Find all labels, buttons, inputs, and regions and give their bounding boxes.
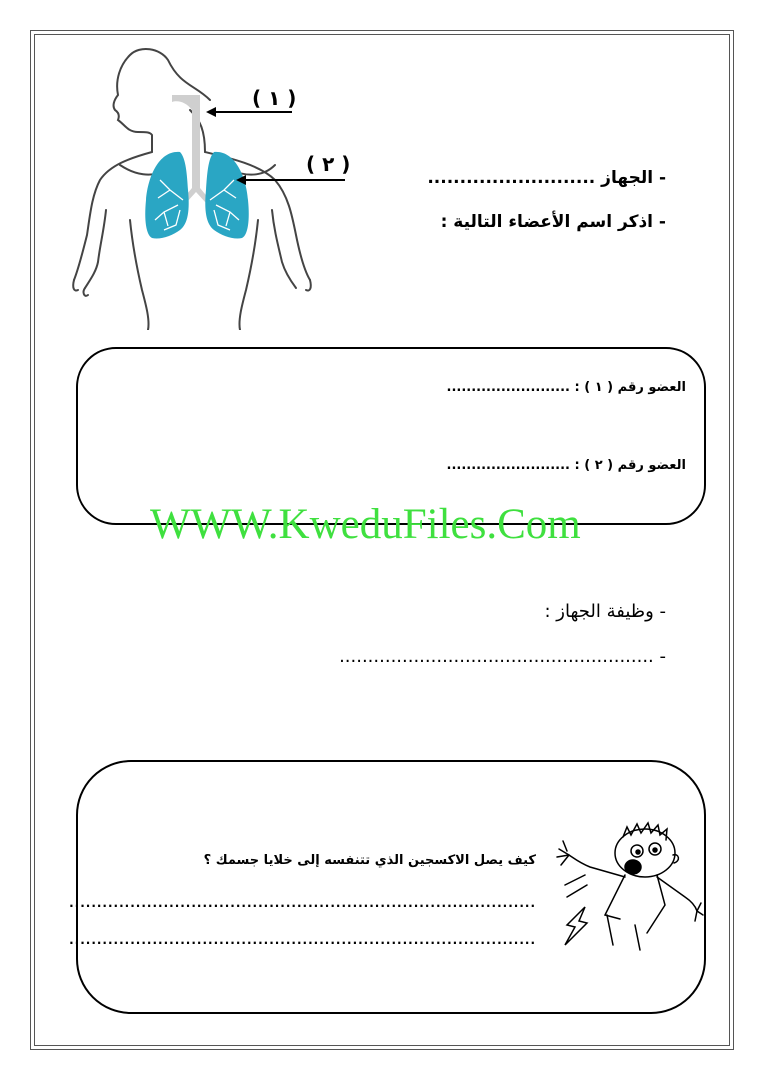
- oxygen-answer-line-1: ....................................................................................: [69, 896, 536, 910]
- function-answer-line: - .......................................................: [339, 646, 666, 667]
- respiratory-system-diagram: [60, 40, 380, 330]
- question-name-organs: - اذكر اسم الأعضاء التالية :: [440, 212, 666, 232]
- diagram-label-1: ( ١ ): [252, 86, 297, 110]
- breathing-boy-illustration: [545, 815, 705, 955]
- organ-1-line: العضو رقم ( ١ ) : .........................: [446, 380, 686, 395]
- diagram-label-2: ( ٢ ): [306, 152, 351, 176]
- watermark: WWW.KweduFiles.Com: [150, 501, 581, 548]
- question-system: - الجهاز ..........................: [427, 168, 666, 188]
- oxygen-question: كيف يصل الاكسجين الذي تتنفسه إلى خلايا جسمك ؟: [203, 853, 536, 868]
- oxygen-answer-line-2: ....................................................................................: [69, 933, 536, 947]
- organs-answer-box: [76, 347, 706, 525]
- function-title: - وظيفة الجهاز :: [544, 601, 666, 622]
- organ-2-line: العضو رقم ( ٢ ) : .........................: [446, 458, 686, 473]
